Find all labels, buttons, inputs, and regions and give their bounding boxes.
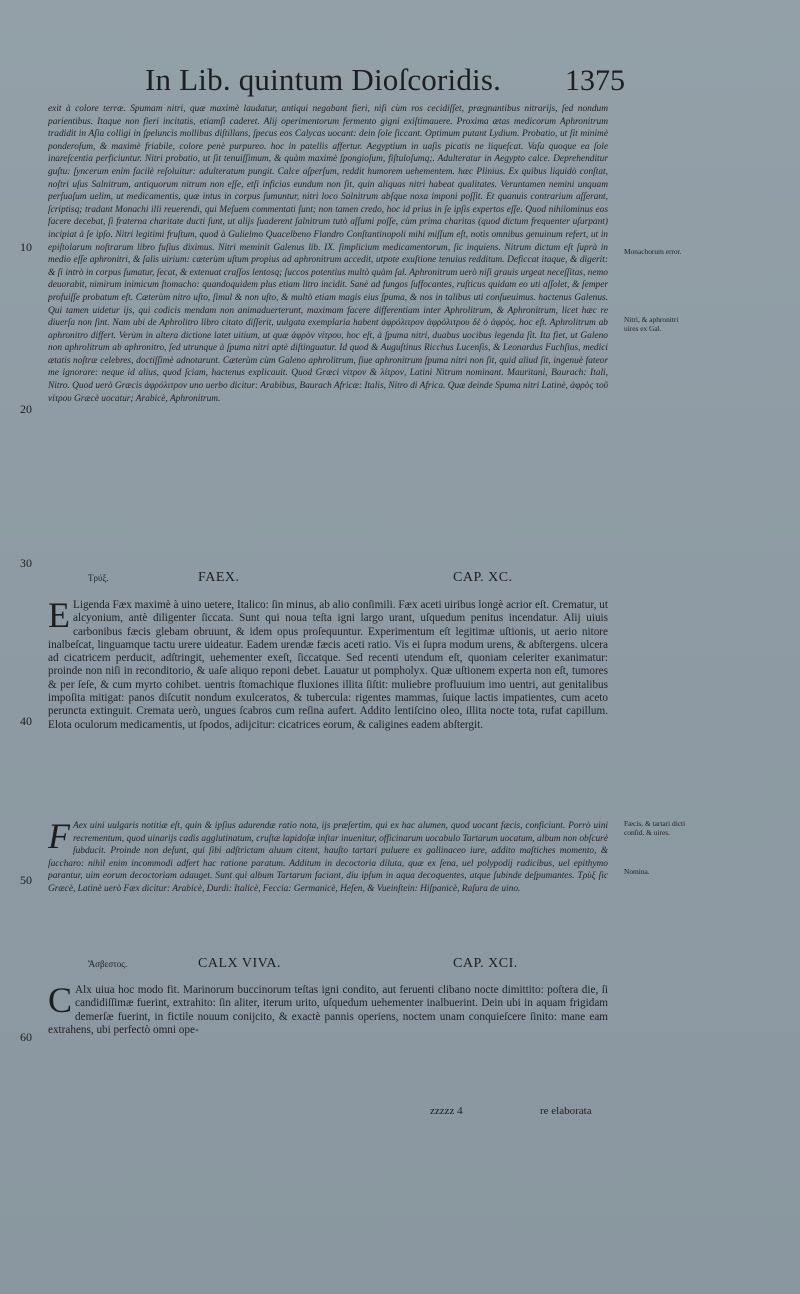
chapter-title: FAEX. bbox=[198, 570, 240, 585]
line-number: 50 bbox=[20, 873, 32, 887]
chapter-body: Alx uiua hoc modo fit. Marinorum buccinorum teſtas igni condito, aut feruenti clibano nocte dimittito: poſtera die, ſi candidiſſimæ fuerint, extrahito: ſin aliter, iterum urito, uſquedum uehementer inalbuerint. Dein ubi in aquam frigidam demerſæ fuerint, in fictile nouum conijcito, & exactè pannis operiens, noctem unam conquieſcere ſinito: mane eam extrahens, ubi perfectò omni ope- bbox=[48, 984, 608, 1036]
greek-headword: Ἄσβεστος. bbox=[88, 959, 128, 969]
chapter-text-calx bbox=[48, 984, 608, 1099]
line-number: 10 bbox=[20, 240, 32, 254]
line-number: 60 bbox=[20, 1030, 32, 1044]
chapter-number: CAP. XC. bbox=[453, 570, 513, 585]
line-number: 40 bbox=[20, 714, 32, 728]
commentary-block-nitrum: exit à colore terræ. Spumam nitri, quæ maximè laudatur, antiqui negabant fieri, niſi cùm ros cecidiſſet, prægnantibus nitrarijs, ſed nondum parientibus. Itaque non fieri incitatis, etiamſi caderet. Alij operimentorum fermento gigni exiſtimauere. Proxima ætas medicorum Aphronitrum tradidit in Aſia colligi in ſpeluncis mollibus diſtillans, ſpecus eos Calycas uocant: dein ſole ſiccant. Optimum putant Lydium. Probatio, ut ſit minimè ponderoſum, & maximè friabile, colore penè purpureo. hoc in patellis affertur. Aegyptium in uaſis picatis ne liqueſcat. Vaſa quoque ea ſole inareſcentia perficiuntur. Nitri probatio, ut ſit tenuiſſimum, & quàm maximè ſpongioſum, fiſtuloſumq;. Adulteratur in Aegypto calce. Deprehenditur guſtu: ſyncerum enim facilè reſoluitur: adulteratum pungit. Calce aſperſum, reddit humorem uehementem. hæc Plinius. Ex quibus liquidò conſtat, noſtri uſus Salnitrum, antiquorum nitrum non eſſe, etſi inficias eundum non ſit, quin aliquas nitri habeat qualitates. Veruntamen nemini unquam perſuaſum uelim, ut medicamentis, quæ intus in corpus ſumuntur, nitri loco Salnitrum abſque noxa imponi poſſit. Et quanuis contrarium aſſerant, ſcriptisq; tradant Monachi illi reuerendi, qui Meſuem commentati ſunt; non tamen credo, hoc id prius in ſe ipſis expertos eſſe. Quod nihilominus eos facere decebat, ſi fraterna charitate ducti ſunt, ut alijs ſuaderent ſalnitrum tutò aſſumi poſſe, cùm prima charitas (quod dictum frequenter uſurpant) incipiat à ſe ipſo. Nitri legitimi fruſtum, quod à Gulielmo Quacelbeno Flandro Conſtantinopoli mihi miſſum eſt, notis omnibus genuinum refert, ut in epiſtolarum noſtrarum libro fuſius diximus. Nitri meminit Galenus lib. IX. ſimplicium medicamentorum, ſic inquiens. Nitrum dictum eſt ſuprà in medio eſſe aphronitri, & ſalis uirium: cæterùm uſtum propius ad aphronitrum accedit, utpote exuſtione tenuius redditum. Deficcat itaque, & digerit: & ſi intrò in corpus ſumatur, ſecat, & extenuat craſſos lentosq; ſuccos potentius multò quàm ſal. Aphronitrum uerò niſi grauis urgeat neceſſitas, nemo deuorabit, nimirum inimicum ſtomacho: quandoquidem plus etiam litro incidit. Sanè ad fungos ſuffocantes, ruſticus quidam eo uti aſſolet, & ſemper profuiſſe probatum eſt. Cæterùm nitro uſto, ſimul & non uſto, & multò etiam magis eius ſpuma, & nos in talibus uti conſueuimus. hactenus Galenus. Qui tamen uidetur ijs, qui codicis mendam non animaduerterunt, maximam facere differentiam inter Aphrolitrum, & Aphronitrum, licet hæc re diuerſa non ſint. Nam ubi de Aphrolitro libro citato diſſerit, uulgata exemplaria habent ἀφρόλιτρον ἀφρόλιτρου δὲ ὁ ἀφρὸς. hoc eſt. Aphrolitrum ab aphronitro differt. Verùm in altera dictione latet uitium, ut quæ ἀφρὸν νίτρου, hoc eſt, à ſpuma nitri, duabus uocibus legenda ſit. Ita fiet, ut Galeno non aphrolitrum ab aphronitro, ſed utrunque à ſpuma nitri aptè diſtinguatur. Id quod & Auguſtinus Ricchus Lucenſis, & Leonardus Fuchſius, medici ætatis noſtræ celebres, doctiſſimè adnotarunt. Cæterùm cùm Galeno aphrolitrum, ſiue aphronitrum ſpuma nitri non ſit, quid aliud ſit, ingenuè fateor me ignorare: neque id alius, quod ſciam, hactenus explicauit. Quod Græci νίτρον & λίτρον, Latini Nitrum nominant. Mauritani, Baurach: Itali, Nitro. Quod uerò Græcis ἀφρόλιτρον uno uerbo dicitur: Arabibus, Baurach Africæ: Italis, Nitro di Africa. Quæ deinde Spuma nitri Latinè, ἀφρὸς τοῦ νίτρου Græcè uocatur; Arabicè, Aphronitrum. bbox=[48, 104, 608, 404]
margin-note: Nitri, & aphronitri uires ex Gal. bbox=[624, 315, 679, 333]
page-number: 1375 bbox=[565, 64, 625, 97]
running-title: In Lib. quintum Dioſcoridis. bbox=[145, 62, 502, 97]
chapter-heading-faex bbox=[48, 570, 608, 588]
chapter-heading-calx bbox=[48, 956, 608, 974]
drop-capital: F bbox=[48, 820, 70, 856]
signature-mark: zzzzz 4 bbox=[430, 1105, 463, 1117]
commentary-body: Aex uini uulgaris notitiæ eſt, quin & ipſius adurendæ ratio nota, ijs præſertim, qui ex hac alumen, quod uocant fæcis, conficiunt. Porrò uini recrementum, quod uinarijs cadis agglutinatum, cruſtæ lapidoſæ inſtar inuenitur, officinarum uocabulo Tartarum uocatum, album non obſcurè ſubducit. Proinde non deſunt, qui ſibi adſtrictam aluum citent, hauſto tartari puluere ex gallinaceo iure, addito maſtiches momento, & ſaccharo: nihil enim incommodi adfert hac ratione paratum. Additum in decoctoria diluta, quæ ex ſena, uel polypodij radicibus, uel epithymo parantur, uim eorum decoctoriam adauget. Sunt qui album Tartarum faciant, diu ipſum in aqua decoquentes, atque ſubinde deſpumantes. Τρὺξ ſic Græcè, Latinè uerò Fæx dicitur: Arabicè, Durdi: Italicè, Feccia: Germanicè, Heſen, & Vueinſtein: Hiſpanicè, Raſura de uino. bbox=[48, 821, 608, 894]
drop-capital: E bbox=[48, 599, 70, 635]
margin-note: Nomina. bbox=[624, 867, 650, 876]
commentary-block-faex bbox=[48, 820, 608, 940]
margin-note: Monachorum error. bbox=[624, 247, 682, 256]
chapter-body: Ligenda Fæx maximè à uino uetere, Italico: ſin minus, ab alio conſimili. Fæx aceti uiribus longè acrior eſt. Crematur, ut alcyonium, antè diligenter ſiccata. Sunt qui noua teſta igni largo urant, uſquedum penitus incendatur. Alij uiuis carbonibus fæcis glebam obruunt, & idem opus proſequuntur. Experimentum eſt legitimæ uſtionis, ut aerio nitore inalbeſcat, linguamque tactu urere uideatur. Eadem urendæ fæcis aceti ratio. Vis ei ſupra modum urens, & abſtergens. ulcera ad cicatricem perducit, adſtringit, uehementer exeſt, ſiccatque. Sed recenti utendum eſt, quoniam celeriter exanimatur: proinde non niſi in reconditorio, & uaſe aliquo reponi debet. Lauatur ut pompholyx. Quæ uſtionem experta non eſt, tumores & per ſeſe, & cum myrto cohibet. uentris ſtomachique fluxiones illita ſiſtit: muliebre profluuium imo uentri, aut genitalibus impoſita mitigat: panos diſcutit nondum exulceratos, & tubercula: rigentes mammas, ſuique lactis impatientes, cum aceto peruncta extinguit. Cremata uerò, ungues ſcabros cum reſina aufert. Addito lentiſcino oleo, illita nocte tota, rufat capillum. Elota oculorum medicamentis, ut ſpodos, adijcitur: cicatrices eorum, & caligines eadem abſtergit. bbox=[48, 599, 608, 731]
running-header bbox=[145, 62, 645, 102]
margin-note: Fæcis, & tartari dicti conſid. & uires. bbox=[624, 819, 686, 837]
chapter-number: CAP. XCI. bbox=[453, 956, 518, 971]
catchword: re elaborata bbox=[540, 1105, 592, 1117]
chapter-text-faex bbox=[48, 599, 608, 809]
line-number: 30 bbox=[20, 556, 32, 570]
drop-capital: C bbox=[48, 984, 73, 1020]
line-number: 20 bbox=[20, 402, 32, 416]
greek-headword: Τρύξ. bbox=[88, 573, 109, 583]
chapter-title: CALX VIVA. bbox=[198, 956, 282, 971]
